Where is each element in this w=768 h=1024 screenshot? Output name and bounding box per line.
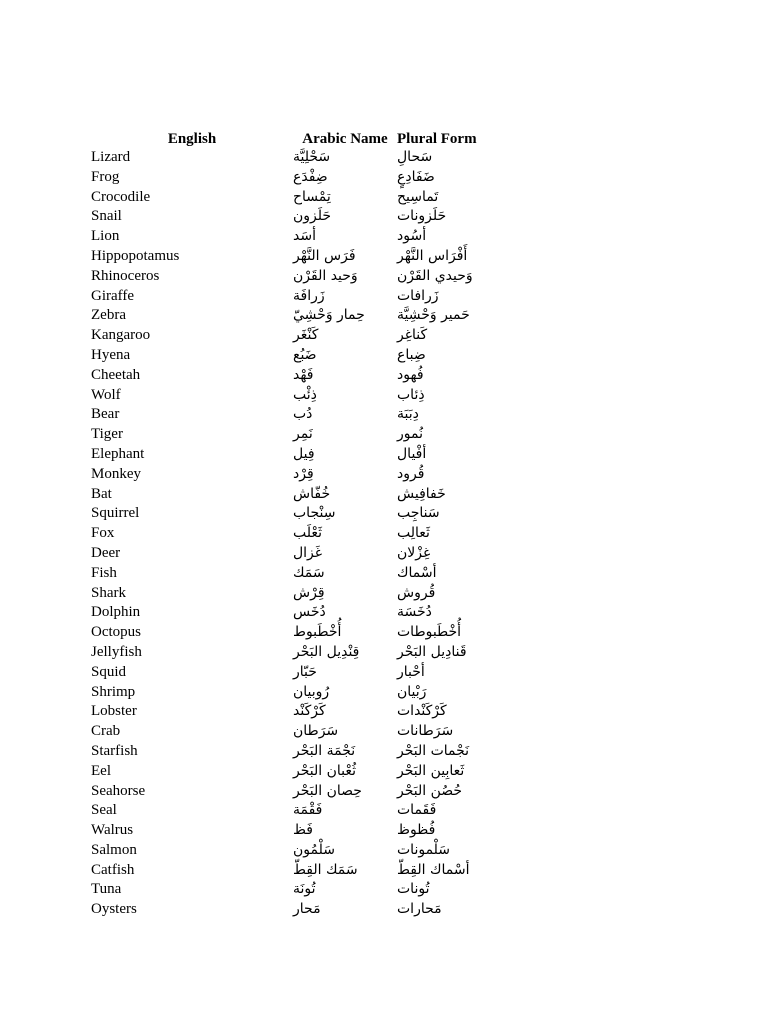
- arabic-name-cell: [293, 207, 397, 227]
- english-word: Rhinoceros: [91, 267, 160, 284]
- plural-form-cell: [397, 247, 537, 267]
- english-word: Catfish: [91, 861, 135, 878]
- arabic-name-cell: [293, 722, 397, 742]
- plural-form: فُظوظ: [397, 822, 436, 839]
- table-row: [91, 445, 537, 465]
- plural-form: أسُود: [397, 228, 427, 245]
- header-english: English: [167, 131, 217, 147]
- table-row: [91, 386, 537, 406]
- plural-form: قُروش: [397, 584, 436, 601]
- arabic-name-cell: [293, 821, 397, 841]
- english-word: Lion: [91, 228, 120, 245]
- english-word: Deer: [91, 544, 121, 561]
- arabic-name: نَمِر: [293, 426, 313, 443]
- english-word: Dolphin: [91, 604, 141, 621]
- english-word: Jellyfish: [91, 643, 142, 660]
- english-word: Kangaroo: [91, 327, 151, 344]
- plural-form-cell: [397, 702, 537, 722]
- english-word: Crab: [91, 723, 121, 740]
- arabic-name: زَرافَة: [293, 287, 325, 304]
- plural-form-cell: [397, 445, 537, 465]
- plural-form: حَلَزونات: [397, 208, 447, 225]
- arabic-name: حَبّار: [293, 663, 317, 680]
- plural-form: فُهود: [397, 366, 424, 383]
- table-row: [91, 267, 537, 287]
- arabic-name: كَرْكَنْد: [293, 703, 326, 720]
- plural-form: سَحالِ: [397, 149, 433, 165]
- english-word: Seal: [91, 802, 117, 819]
- plural-form-cell: [397, 900, 537, 920]
- english-word: Squid: [91, 663, 127, 680]
- arabic-name: رُوبيان: [293, 683, 330, 700]
- arabic-name-cell: [293, 168, 397, 188]
- plural-form: أَفْرَاس النَّهْر: [397, 247, 468, 264]
- english-word: Cheetah: [91, 366, 141, 383]
- arabic-name: سَرَطان: [293, 723, 339, 740]
- plural-form-cell: [397, 326, 537, 346]
- table-row: [91, 683, 537, 703]
- arabic-name-cell: [293, 742, 397, 762]
- plural-form-cell: [397, 821, 537, 841]
- plural-form-cell: [397, 306, 537, 326]
- arabic-name: أُخْطَبوط: [293, 624, 342, 641]
- english-word: Shark: [91, 584, 126, 601]
- plural-form-cell: [397, 861, 537, 881]
- animal-vocabulary-table: [91, 130, 537, 920]
- header-plural-form: Plural Form: [397, 131, 477, 147]
- table-row: [91, 722, 537, 742]
- arabic-name: أسَد: [293, 228, 316, 245]
- plural-form: سَرَطانات: [397, 723, 454, 740]
- table-row: [91, 366, 537, 386]
- english-word: Crocodile: [91, 188, 151, 205]
- plural-form-cell: [397, 366, 537, 386]
- arabic-name-cell: [293, 801, 397, 821]
- arabic-name: ضِفْدَع: [293, 168, 328, 185]
- table-row: [91, 207, 537, 227]
- plural-form-cell: [397, 188, 537, 208]
- arabic-name: قِرْد: [293, 465, 314, 482]
- english-word: Salmon: [91, 841, 137, 858]
- table-row: [91, 148, 537, 168]
- arabic-name-cell: [293, 306, 397, 326]
- table-row: [91, 643, 537, 663]
- table-row: [91, 603, 537, 623]
- plural-form-cell: [397, 841, 537, 861]
- arabic-name: مَحار: [293, 901, 321, 918]
- plural-form: قَنادِيل البَحْر: [397, 643, 467, 660]
- arabic-name-cell: [293, 485, 397, 505]
- plural-form: ضَفَادِعٍ: [397, 168, 435, 185]
- arabic-name: فَهْد: [293, 366, 314, 383]
- table-row: [91, 485, 537, 505]
- arabic-name: حِمار وَحْشِيّ: [293, 307, 365, 324]
- arabic-name-cell: [293, 584, 397, 604]
- table-row: [91, 623, 537, 643]
- plural-form-cell: [397, 287, 537, 307]
- arabic-name: قِنْدِيل البَحْر: [293, 643, 360, 660]
- plural-form: مَحارات: [397, 901, 442, 918]
- table-row: [91, 287, 537, 307]
- arabic-name: وَحيد القَرْن: [293, 267, 358, 284]
- arabic-name: سِنْجاب: [293, 505, 336, 522]
- table-row: [91, 782, 537, 802]
- plural-form: ثَعالِب: [397, 525, 430, 542]
- plural-form-cell: [397, 782, 537, 802]
- arabic-name: حَلَزون: [293, 208, 332, 225]
- english-word: Monkey: [91, 465, 141, 482]
- plural-form-cell: [397, 227, 537, 247]
- arabic-name-cell: [293, 504, 397, 524]
- plural-form: كَرْكَنْدات: [397, 703, 447, 720]
- plural-form-cell: [397, 544, 537, 564]
- arabic-name-cell: [293, 782, 397, 802]
- english-word: Elephant: [91, 445, 145, 462]
- table-row: [91, 346, 537, 366]
- table-header-row: [91, 130, 537, 148]
- plural-form-cell: [397, 663, 537, 683]
- arabic-name: تِمْساح: [293, 188, 331, 205]
- english-word: Hippopotamus: [91, 247, 180, 264]
- table-row: [91, 188, 537, 208]
- header-arabic-name: Arabic Name: [302, 131, 388, 147]
- table-row: [91, 227, 537, 247]
- arabic-name-cell: [293, 702, 397, 722]
- arabic-name: سَمَك القِطّ: [293, 861, 358, 878]
- plural-form-cell: [397, 683, 537, 703]
- plural-form: حَمير وَحْشِيَّة: [397, 307, 470, 324]
- english-word: Bear: [91, 406, 120, 423]
- table-row: [91, 861, 537, 881]
- arabic-name: دُب: [293, 406, 313, 423]
- english-word: Shrimp: [91, 683, 136, 700]
- plural-form: وَحيدي القَرْن: [397, 267, 473, 284]
- arabic-name-cell: [293, 544, 397, 564]
- plural-form-cell: [397, 148, 537, 168]
- arabic-name: فَظ: [293, 822, 313, 839]
- english-word: Snail: [91, 208, 122, 225]
- plural-form: أفْيال: [397, 445, 427, 462]
- arabic-name-cell: [293, 841, 397, 861]
- arabic-name-cell: [293, 524, 397, 544]
- arabic-name: خُفّاش: [293, 485, 331, 502]
- arabic-name: دُخَس: [293, 604, 326, 621]
- plural-form: سَلْمونات: [397, 841, 451, 858]
- plural-form: تَماسِيح: [397, 188, 439, 205]
- english-word: Tiger: [91, 426, 123, 443]
- arabic-name-cell: [293, 880, 397, 900]
- table-body: [91, 148, 537, 920]
- table-row: [91, 762, 537, 782]
- arabic-name-cell: [293, 445, 397, 465]
- plural-form: سَناجِب: [397, 505, 440, 522]
- plural-form-cell: [397, 603, 537, 623]
- arabic-name-cell: [293, 683, 397, 703]
- arabic-name-cell: [293, 366, 397, 386]
- plural-form-cell: [397, 425, 537, 445]
- plural-form: أسْماك: [397, 564, 437, 581]
- table-row: [91, 821, 537, 841]
- plural-form: فَقَمات: [397, 802, 437, 819]
- table-row: [91, 880, 537, 900]
- plural-form-cell: [397, 643, 537, 663]
- plural-form: ضِباع: [397, 346, 426, 363]
- plural-form-cell: [397, 584, 537, 604]
- table-row: [91, 544, 537, 564]
- arabic-name-cell: [293, 564, 397, 584]
- plural-form: زَرافات: [397, 287, 439, 304]
- arabic-name-cell: [293, 603, 397, 623]
- english-word: Tuna: [91, 881, 122, 898]
- plural-form-cell: [397, 524, 537, 544]
- arabic-name: تُونَة: [293, 881, 316, 898]
- arabic-name: فِيل: [293, 445, 315, 462]
- table-row: [91, 900, 537, 920]
- english-word: Octopus: [91, 624, 141, 641]
- table-row: [91, 504, 537, 524]
- table-row: [91, 247, 537, 267]
- english-word: Frog: [91, 168, 120, 185]
- plural-form: نَجْمات البَحْر: [397, 742, 470, 759]
- plural-form-cell: [397, 207, 537, 227]
- english-word: Eel: [91, 762, 111, 779]
- plural-form: أسْماك القِطّ: [397, 861, 470, 878]
- plural-form-cell: [397, 722, 537, 742]
- table-row: [91, 564, 537, 584]
- table-row: [91, 306, 537, 326]
- arabic-name-cell: [293, 643, 397, 663]
- plural-form-cell: [397, 267, 537, 287]
- english-word: Seahorse: [91, 782, 146, 799]
- arabic-name: ذِئْب: [293, 386, 317, 403]
- table-row: [91, 663, 537, 683]
- arabic-name-cell: [293, 287, 397, 307]
- arabic-name: كَنْغَر: [293, 327, 319, 344]
- table-row: [91, 841, 537, 861]
- arabic-name: نَجْمَة البَحْر: [293, 742, 356, 759]
- english-word: Fox: [91, 525, 115, 542]
- plural-form-cell: [397, 386, 537, 406]
- plural-form-cell: [397, 623, 537, 643]
- plural-form: رَبْيان: [397, 683, 427, 700]
- arabic-name-cell: [293, 425, 397, 445]
- arabic-name-cell: [293, 386, 397, 406]
- plural-form-cell: [397, 465, 537, 485]
- table-row: [91, 465, 537, 485]
- arabic-name-cell: [293, 762, 397, 782]
- table-row: [91, 524, 537, 544]
- table-row: [91, 584, 537, 604]
- english-word: Starfish: [91, 742, 138, 759]
- arabic-name: سَلْمُون: [293, 841, 335, 858]
- plural-form-cell: [397, 742, 537, 762]
- plural-form-cell: [397, 405, 537, 425]
- arabic-name: غَزال: [293, 544, 323, 561]
- plural-form-cell: [397, 801, 537, 821]
- arabic-name: ضَبُع: [293, 346, 317, 363]
- english-word: Squirrel: [91, 505, 140, 522]
- arabic-name-cell: [293, 346, 397, 366]
- table-row: [91, 702, 537, 722]
- plural-form: كَناغِر: [397, 327, 428, 344]
- plural-form-cell: [397, 504, 537, 524]
- plural-form: دِبَبَة: [397, 406, 419, 423]
- arabic-name: فَرَس النَّهْر: [293, 247, 356, 264]
- plural-form: تُونات: [397, 881, 430, 898]
- arabic-name: فَقْمَة: [293, 802, 323, 819]
- plural-form: أُخْطَبوطات: [397, 624, 462, 641]
- arabic-name-cell: [293, 148, 397, 168]
- english-word: Wolf: [91, 386, 121, 403]
- table-row: [91, 801, 537, 821]
- english-word: Lobster: [91, 703, 137, 720]
- plural-form: نُمور: [397, 426, 423, 443]
- english-word: Fish: [91, 564, 117, 581]
- arabic-name: سَمَك: [293, 564, 325, 581]
- arabic-name: ثُعْبان البَحْر: [293, 762, 357, 779]
- arabic-name: سَحْلِيَّة: [293, 149, 331, 165]
- plural-form-cell: [397, 880, 537, 900]
- arabic-name: قِرْش: [293, 584, 325, 601]
- table-row: [91, 425, 537, 445]
- arabic-name-cell: [293, 663, 397, 683]
- arabic-name-cell: [293, 267, 397, 287]
- plural-form: ذِئاب: [397, 386, 425, 403]
- plural-form-cell: [397, 762, 537, 782]
- english-word: Giraffe: [91, 287, 135, 304]
- plural-form: قُرود: [397, 465, 425, 482]
- table-row: [91, 326, 537, 346]
- plural-form: غِزْلان: [397, 544, 431, 561]
- arabic-name: ثَعْلَب: [293, 525, 323, 542]
- plural-form-cell: [397, 346, 537, 366]
- arabic-name-cell: [293, 465, 397, 485]
- english-word: Zebra: [91, 307, 126, 324]
- plural-form: ثَعابِين البَحْر: [397, 762, 465, 779]
- table-row: [91, 742, 537, 762]
- english-word: Oysters: [91, 901, 137, 918]
- arabic-name: حِصان البَحْر: [293, 782, 362, 799]
- plural-form-cell: [397, 485, 537, 505]
- table-row: [91, 168, 537, 188]
- english-word: Lizard: [91, 149, 131, 165]
- plural-form: دُخَسَة: [397, 604, 432, 621]
- arabic-name-cell: [293, 405, 397, 425]
- arabic-name-cell: [293, 623, 397, 643]
- plural-form: خَفافِيش: [397, 485, 446, 502]
- arabic-name-cell: [293, 900, 397, 920]
- english-word: Walrus: [91, 822, 134, 839]
- plural-form: أحْبار: [397, 663, 425, 680]
- english-word: Bat: [91, 485, 112, 502]
- plural-form-cell: [397, 564, 537, 584]
- arabic-name-cell: [293, 188, 397, 208]
- arabic-name-cell: [293, 861, 397, 881]
- arabic-name-cell: [293, 326, 397, 346]
- table-row: [91, 405, 537, 425]
- plural-form: حُصُن البَحْر: [397, 782, 463, 799]
- english-word: Hyena: [91, 346, 131, 363]
- plural-form-cell: [397, 168, 537, 188]
- arabic-name-cell: [293, 227, 397, 247]
- arabic-name-cell: [293, 247, 397, 267]
